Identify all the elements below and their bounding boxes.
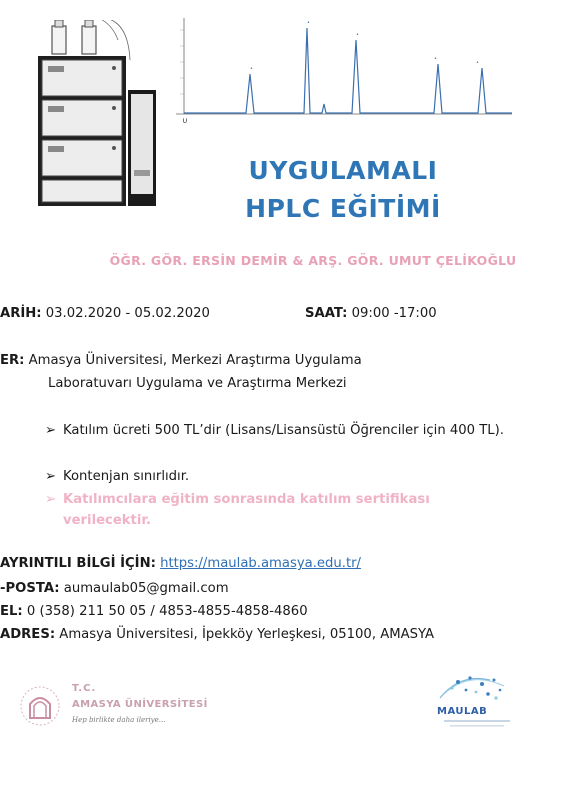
info-row [0,556,361,571]
chromatogram-image [176,10,512,132]
svg-text:•: • [250,66,253,72]
email-label: -POSTA: [0,581,60,596]
location-line1: Amasya Üniversitesi, Merkezi Araştırma Uygulama [28,353,362,368]
date-value: 03.02.2020 - 05.02.2020 [45,306,210,321]
arrow-bullet-icon: ➢ [45,469,57,484]
university-motto: Hep birlikte daha ileriye... [72,716,166,724]
info-label: AYRINTILI BİLGİ İÇİN: [0,556,156,571]
bullet-certificate-text: Katılımcılara eğitim sonrasında katılım sertifikası verilecektir. [63,492,430,528]
address-row [0,627,434,642]
phone-value: 0 (358) 211 50 05 / 4853-4855-4858-4860 [26,604,308,619]
time-label: SAAT: [305,306,348,321]
bullet-certificate [45,489,483,531]
website-link[interactable]: https://maulab.amasya.edu.tr/ [160,556,361,571]
arrow-bullet-icon: ➢ [45,423,57,438]
university-emblem-icon [18,684,62,728]
phone-row [0,604,308,619]
svg-text:∪: ∪ [182,116,188,125]
address-value: Amasya Üniversitesi, İpekköy Yerleşkesi, 05100, AMASYA [59,627,435,642]
maulab-name: MAULAB [437,706,488,717]
date-row [0,306,210,321]
phone-label: EL: [0,604,23,619]
page-title-line1: UYGULAMALI [248,156,438,185]
date-label: ARİH: [0,306,42,321]
svg-text:•: • [307,20,310,26]
address-label: ADRES: [0,627,56,642]
bullet-fee [45,420,515,441]
email-row [0,581,229,596]
svg-text:•: • [356,32,359,38]
location-row [0,353,362,368]
university-name: AMASYA ÜNİVERSİTESİ [72,699,208,710]
bullet-capacity [45,466,189,487]
bullet-fee-text: Katılım ücreti 500 TL’dir (Lisans/Lisansüstü Öğrenciler için 400 TL). [63,423,504,438]
location-line2: Laboratuvarı Uygulama ve Araştırma Merkezi [48,376,347,391]
instructors-line: ÖĞR. GÖR. ERSİN DEMİR & ARŞ. GÖR. UMUT ÇELİKOĞLU [109,253,517,268]
svg-text:•: • [434,56,437,62]
time-value: 09:00 -17:00 [351,306,437,321]
svg-text:•: • [476,60,479,66]
email-value: aumaulab05@gmail.com [63,581,229,596]
bullet-capacity-text: Kontenjan sınırlıdır. [63,469,190,484]
university-tc: T.C. [72,683,97,694]
arrow-bullet-icon: ➢ [45,492,57,507]
time-row [305,306,437,321]
page-title-line2: HPLC EĞİTİMİ [245,194,441,223]
location-label: ER: [0,353,25,368]
